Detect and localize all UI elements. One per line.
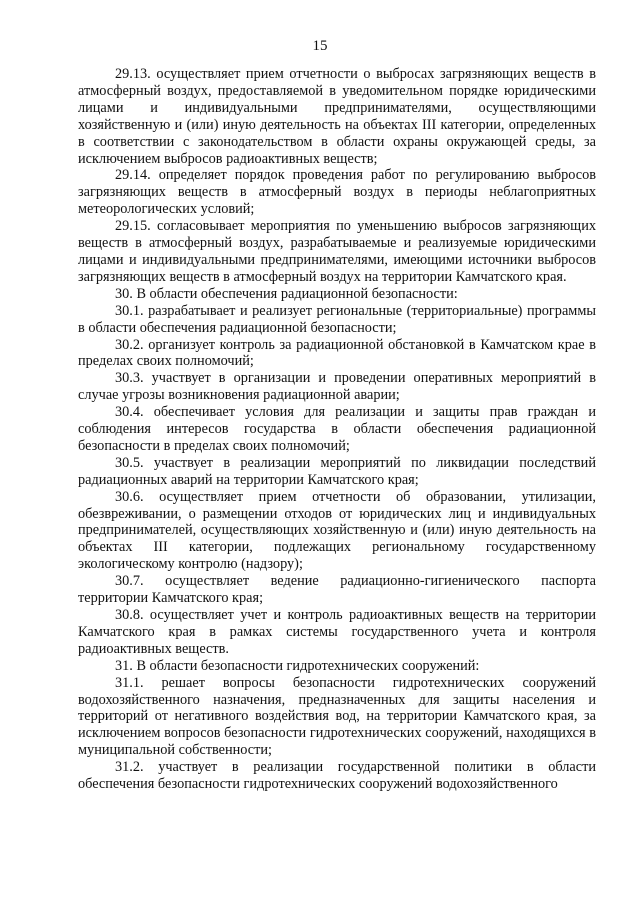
paragraph-31-2: 31.2. участвует в реализации государственной политики в области обеспечения безопасности гидротехнических сооружений водохозяйственного [78,759,596,793]
paragraph-30-5: 30.5. участвует в реализации мероприятий по ликвидации последствий радиационных аварий на территории Камчатского края; [78,454,596,488]
paragraph-30-3: 30.3. участвует в организации и проведении оперативных мероприятий в случае угрозы возникновения радиационной аварии; [78,370,596,404]
paragraph-30-8: 30.8. осуществляет учет и контроль радиоактивных веществ на территории Камчатского края в рамках системы государственного учета и контроля радиоактивных веществ. [78,607,596,657]
paragraph-30-4: 30.4. обеспечивает условия для реализации и защиты прав граждан и соблюдения интересов государства в области обеспечения радиационной безопасности в пределах своих полномочий; [78,404,596,454]
paragraph-31-heading: 31. В области безопасности гидротехнических сооружений: [115,657,480,674]
paragraph-29-13: 29.13. осуществляет прием отчетности о выбросах загрязняющих веществ в атмосферный воздух, предоставляемой в уведомительном порядке юридическими лицами и индивидуальными предпринимателями, осуществляющими хозяйственную и (или) иную деятельность на объектах III категории, определенных в соответствии с законодательством в области охраны окружающей среды, за исключением выбросов радиоактивных веществ; [78,66,596,167]
paragraph-30-heading: 30. В области обеспечения радиационной безопасности: [115,285,458,302]
paragraph-30-7: 30.7. осуществляет ведение радиационно-гигиенического паспорта территории Камчатского края; [78,573,596,607]
paragraph-30-1: 30.1. разрабатывает и реализует региональные (территориальные) программы в области обеспечения радиационной безопасности; [78,302,596,336]
paragraph-29-15: 29.15. согласовывает мероприятия по уменьшению выбросов загрязняющих веществ в атмосферный воздух, разрабатываемые и реализуемые юридическими лицами и индивидуальными предпринимателями, имеющими источники выбросов загрязняющих веществ в атмосферный воздух на территории Камчатского края. [78,218,596,285]
document-body [78,66,596,793]
paragraph-31-1: 31.1. решает вопросы безопасности гидротехнических сооружений водохозяйственного назначения, предназначенных для защиты населения и территорий от негативного воздействия вод, на территории Камчатского края, за исключением вопросов безопасности гидротехнических сооружений, находящихся в муниципальной собственности; [78,674,596,759]
paragraph-30-6: 30.6. осуществляет прием отчетности об образовании, утилизации, обезвреживании, о размещении отходов от юридических лиц и индивидуальных предпринимателей, осуществляющих хозяйственную и (или) иную деятельность на объектах III категории, подлежащих региональному государственному экологическому контролю (надзору); [78,488,596,573]
paragraph-30-2: 30.2. организует контроль за радиационной обстановкой в Камчатском крае в пределах своих полномочий; [78,336,596,370]
paragraph-29-14: 29.14. определяет порядок проведения работ по регулированию выбросов загрязняющих веществ в атмосферный воздух в периоды неблагоприятных метеорологических условий; [78,167,596,218]
page-number: 15 [312,38,328,54]
